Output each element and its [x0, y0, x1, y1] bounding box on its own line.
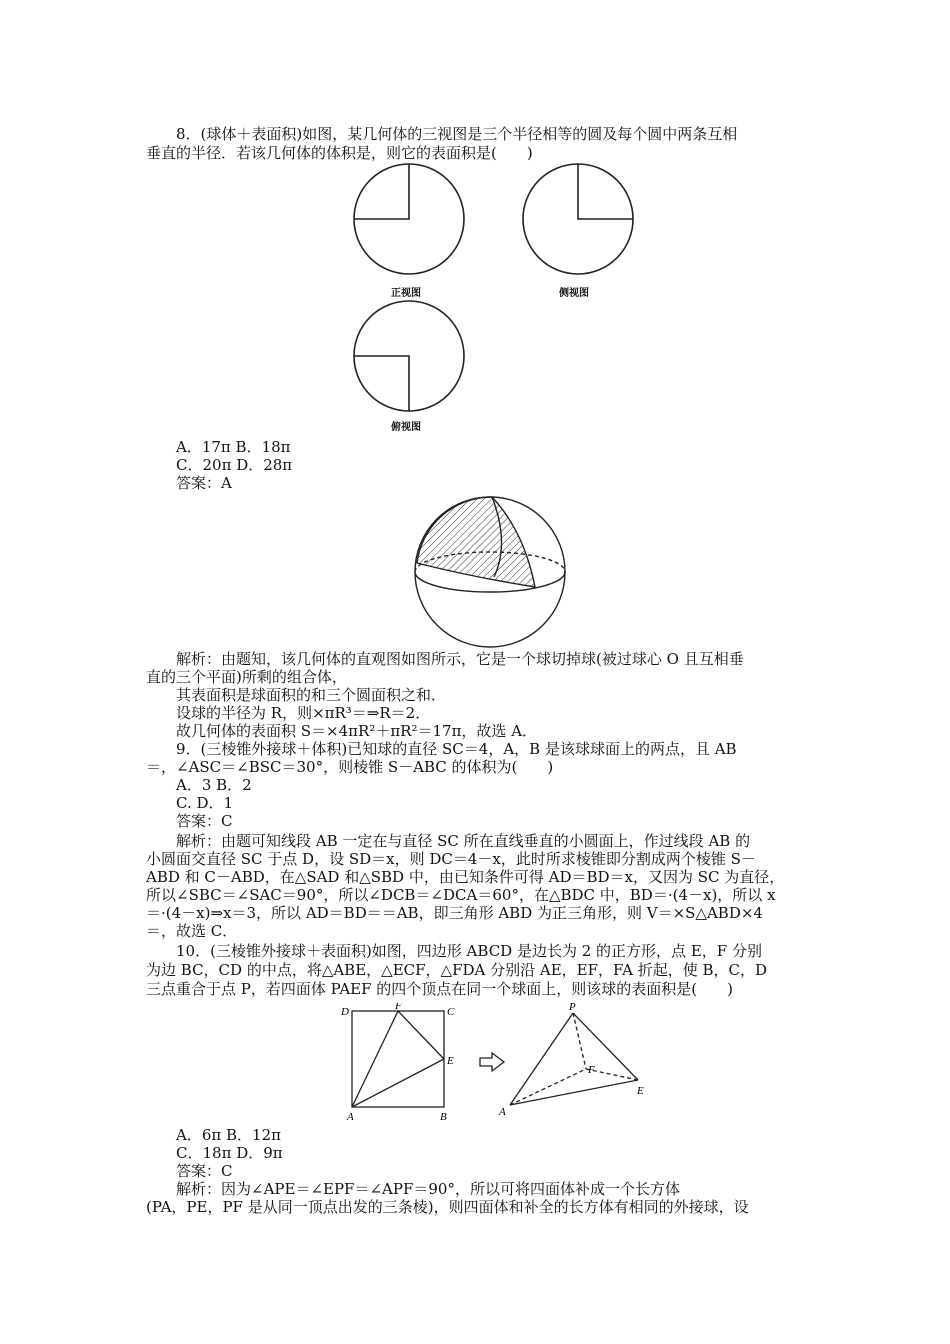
arrow-icon [480, 1053, 504, 1071]
point-label-f: F [395, 1003, 402, 1012]
cut-away-surface [417, 497, 535, 587]
point-label-e-3d: E [637, 1085, 644, 1097]
q8-sphere-figure [412, 493, 572, 653]
q9-solution-line4: 所以∠SBC＝∠SAC＝90°，所以∠DCB＝∠DCA＝60°，在△BDC 中，BD＝·(4－x)，所以 x [146, 886, 776, 904]
side-view-label: 侧视图 [559, 288, 589, 299]
q10-options-cd: C．18π D．9π [176, 1144, 283, 1162]
q9-solution-line5: ＝·(4－x)⇒x＝3，所以 AD＝BD＝＝AB，即三角形 ABD 为正三角形，则 V＝×S△ABD×4 [146, 904, 763, 922]
q8-solution-line1: 解析：由题知，该几何体的直观图如图所示，它是一个球切掉球(被过球心 O 且互相垂 [176, 650, 744, 668]
edge-ae [510, 1080, 638, 1105]
point-label-c: C [447, 1006, 455, 1018]
q9-stem-line2: ＝，∠ASC＝∠BSC＝30°，则棱锥 S－ABC 的体积为( ) [146, 758, 554, 776]
fold-line-af [352, 1011, 398, 1107]
point-label-a-3d: A [499, 1106, 506, 1118]
point-label-d: D [341, 1006, 349, 1018]
q9-solution-line1: 解析：由题可知线段 AB 一定在与直径 SC 所在直线垂直的小圆面上，作过线段 AB 的 [176, 832, 751, 850]
point-label-b: B [440, 1111, 447, 1123]
q10-stem-line1: 10．(三棱锥外接球＋表面积)如图，四边形 ABCD 是边长为 2 的正方形，点 E，F 分别 [176, 942, 762, 960]
q8-solution-line2: 直的三个平面)所剩的组合体， [146, 668, 347, 686]
q10-folding-figure [338, 1003, 658, 1128]
q9-options-cd: C. D．1 [176, 794, 234, 812]
front-view-label: 正视图 [391, 288, 421, 299]
point-label-e: E [447, 1055, 454, 1067]
q10-stem-line2: 为边 BC，CD 的中点，将△ABE，△ECF，△FDA 分别沿 AE，EF，FA 折起，使 B，C，D [146, 961, 768, 979]
q8-stem-line1: 8．(球体＋表面积)如图，某几何体的三视图是三个半径相等的圆及每个圆中两条互相 [176, 125, 738, 143]
q8-solution-line3: 其表面积是球面积的和三个圆面积之和． [176, 686, 447, 704]
edge-af [510, 1069, 586, 1105]
q10-answer: 答案：C [176, 1162, 233, 1180]
q9-solution-line3: ABD 和 C－ABD，在△SAD 和△SBD 中，由已知条件可得 AD＝BD＝x，又因为 SC 为直径， [146, 868, 785, 886]
q9-answer: 答案：C [176, 812, 233, 830]
q10-stem-line3: 三点重合于点 P，若四面体 PAEF 的四个顶点在同一个球面上，则该球的表面积是( ) [146, 980, 734, 998]
q8-options-ab: A．17π B．18π [176, 438, 291, 456]
edge-pf [573, 1013, 586, 1069]
fold-line-ae [352, 1059, 444, 1107]
q8-options-cd: C．20π D．28π [176, 456, 293, 474]
q10-solution-line1: 解析：因为∠APE＝∠EPF＝∠APF＝90°，所以可将四面体补成一个长方体 [176, 1180, 680, 1198]
q8-three-views-figure [345, 162, 645, 412]
q8-answer: 答案：A [176, 474, 232, 492]
q9-solution-line6: ＝，故选 C． [146, 922, 238, 940]
point-label-a: A [347, 1111, 354, 1123]
q8-solution-line4: 设球的半径为 R，则×πR³＝⇒R＝2． [176, 704, 431, 722]
q8-stem-line2: 垂直的半径．若该几何体的体积是，则它的表面积是( ) [146, 144, 533, 162]
top-view-label: 俯视图 [391, 422, 421, 433]
q8-solution-line5: 故几何体的表面积 S＝×4πR²＋πR²＝17π，故选 A． [176, 722, 538, 740]
point-label-p: P [569, 1003, 576, 1013]
q10-options-ab: A．6π B．12π [176, 1126, 281, 1144]
q9-options-ab: A．3 B．2 [176, 776, 252, 794]
square-abcd [352, 1011, 444, 1107]
q9-solution-line2: 小圆面交直径 SC 于点 D，设 SD＝x，则 DC＝4－x，此时所求棱锥即分割成两个棱锥 S－ [146, 850, 756, 868]
fold-line-ef [398, 1011, 444, 1059]
q9-stem-line1: 9．(三棱锥外接球＋体积)已知球的直径 SC＝4，A，B 是该球球面上的两点，且 AB [176, 740, 737, 758]
edge-pa [510, 1013, 573, 1105]
q10-solution-line2: (PA，PE，PF 是从同一顶点出发的三条棱)，则四面体和补全的长方体有相同的外接球，设 [146, 1198, 749, 1216]
point-label-f-3d: F [588, 1064, 595, 1076]
